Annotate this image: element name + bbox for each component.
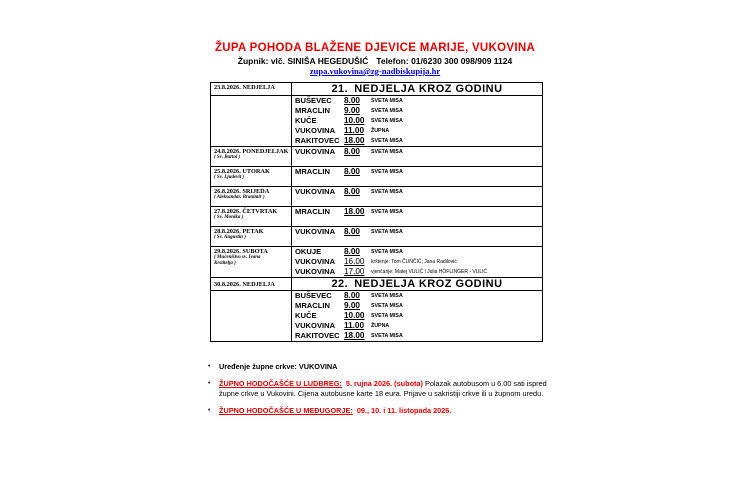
mass-place: MRACLIN xyxy=(295,167,331,176)
mass-time: 8.00 xyxy=(344,291,360,300)
empty-date-cell xyxy=(211,96,292,147)
mass-note: SVETA MISA xyxy=(371,229,403,235)
mass-place: MRACLIN xyxy=(295,301,331,310)
mass-note: SVETA MISA xyxy=(371,108,403,114)
mass-note: SVETA MISA xyxy=(371,293,403,299)
bullet-icon: • xyxy=(208,407,211,414)
mass-note: vjenčanje: Matej VULIĆ i Julia HÖFLINGER - VULIĆ xyxy=(371,269,488,275)
mass-list-cell xyxy=(292,247,543,278)
date-label: 29.8.2026. SUBOTA xyxy=(214,248,268,255)
mass-entry xyxy=(292,126,542,136)
mass-place: BUŠEVEC xyxy=(295,96,332,105)
saint-name: ( Sv. Monika ) xyxy=(214,215,244,220)
mass-time: 18.00 xyxy=(344,136,365,145)
mass-place: OKUJE xyxy=(295,247,322,256)
mass-list-cell xyxy=(292,207,543,227)
mass-time: 9.00 xyxy=(344,301,360,310)
parish-title: ŽUPA POHODA BLAŽENE DJEVICE MARIJE, VUKOVINA xyxy=(214,42,536,54)
mass-entry xyxy=(292,207,542,217)
mass-entry xyxy=(292,116,542,126)
mass-time: 8.00 xyxy=(344,96,360,105)
date-cell xyxy=(211,247,292,278)
mass-list-cell xyxy=(292,147,543,167)
table-row xyxy=(211,167,543,187)
mass-time: 8.00 xyxy=(344,227,360,236)
mass-note: SVETA MISA xyxy=(371,333,403,339)
mass-entry xyxy=(292,301,542,311)
bullet-icon: • xyxy=(208,380,211,387)
mass-time: 8.00 xyxy=(344,187,360,196)
mass-list-cell xyxy=(292,187,543,207)
mass-time: 18.00 xyxy=(344,207,365,216)
date-cell xyxy=(211,147,292,167)
mass-time: 8.00 xyxy=(344,147,360,156)
sunday-title: NEDJELJA KROZ GODINU xyxy=(354,83,503,95)
mass-entry xyxy=(292,106,542,116)
table-row xyxy=(211,147,543,167)
pilgrimage-ludbreg-date: 5. rujna 2026. (subota) xyxy=(345,379,423,388)
list-item xyxy=(206,379,551,399)
pilgrimage-ludbreg-title: ŽUPNO HODOČAŠĆE U LUDBREG: xyxy=(219,379,342,388)
bullet-icon: • xyxy=(208,363,211,370)
table-row xyxy=(211,291,543,342)
mass-place: KUČE xyxy=(295,116,317,125)
mass-place: VUKOVINA xyxy=(295,187,336,196)
mass-place: MRACLIN xyxy=(295,106,331,115)
table-row xyxy=(211,207,543,227)
mass-time: 10.00 xyxy=(344,311,365,320)
mass-entry xyxy=(292,167,542,177)
date-label: 25.8.2026. UTORAK xyxy=(214,168,270,175)
mass-entry xyxy=(292,247,542,257)
mass-place: VUKOVINA xyxy=(295,257,336,266)
mass-time: 8.00 xyxy=(344,247,360,256)
pastor-line xyxy=(0,56,750,66)
mass-note: SVETA MISA xyxy=(371,98,403,104)
table-row xyxy=(211,83,543,96)
saint-name: ( Sv. Augustin ) xyxy=(214,235,246,240)
date-label: 27.8.2026. ČETVRTAK xyxy=(214,208,278,215)
saint-name: ( Aleksandar, Branimir ) xyxy=(214,195,265,200)
list-item xyxy=(206,362,551,372)
table-row xyxy=(211,278,543,291)
mass-note: SVETA MISA xyxy=(371,313,403,319)
mass-list-cell xyxy=(292,227,543,247)
saint-name-cont: Krstitelja ) xyxy=(214,261,236,266)
date-label: 24.8.2026. PONEDJELJAK xyxy=(214,148,289,155)
mass-note: SVETA MISA xyxy=(371,303,403,309)
mass-place: VUKOVINA xyxy=(295,147,336,156)
mass-time: 11.00 xyxy=(344,321,365,330)
mass-time: 10.00 xyxy=(344,116,365,125)
mass-note: SVETA MISA xyxy=(371,169,403,175)
date-cell xyxy=(211,83,292,96)
sunday-heading-cell xyxy=(292,278,543,291)
pastor-name: Župnik: vlč. SINIŠA HEGEDUŠIĆ xyxy=(237,56,369,66)
mass-note: SVETA MISA xyxy=(371,249,403,255)
mass-time: 9.00 xyxy=(344,106,360,115)
sunday-number: 21. xyxy=(331,83,349,95)
mass-note: SVETA MISA xyxy=(371,118,403,124)
phone-numbers: Telefon: 01/6230 300 098/909 1124 xyxy=(376,56,513,66)
mass-place: BUŠEVEC xyxy=(295,291,332,300)
mass-entry xyxy=(292,187,542,197)
table-row xyxy=(211,187,543,207)
date-cell xyxy=(211,227,292,247)
date-cell xyxy=(211,207,292,227)
sunday-heading-cell xyxy=(292,83,543,96)
date-cell xyxy=(211,187,292,207)
mass-time: 17.00 xyxy=(344,267,365,276)
date-label: 26.8.2026. SRIJEDA xyxy=(214,188,270,195)
mass-note: SVETA MISA xyxy=(371,149,403,155)
sunday-title: NEDJELJA KROZ GODINU xyxy=(354,278,503,290)
mass-place: VUKOVINA xyxy=(295,267,336,276)
mass-place: MRACLIN xyxy=(295,207,331,216)
mass-time: 16.00 xyxy=(344,257,365,266)
table-row xyxy=(211,247,543,278)
pilgrimage-medjugorje-title: ŽUPNO HODOČAŠĆE U MEĐUGORJE: xyxy=(219,406,353,415)
mass-note: ŽUPNA xyxy=(371,323,390,329)
mass-time: 8.00 xyxy=(344,167,360,176)
date-label: 30.8.2026. NEDJELJA xyxy=(214,281,275,288)
mass-place: VUKOVINA xyxy=(295,321,336,330)
saint-name: ( Sv. Bartol ) xyxy=(214,155,241,160)
mass-entry xyxy=(292,147,542,157)
mass-note: krštenje: Tom ČUNČIĆ; Jana Radilović xyxy=(371,259,457,265)
date-label: 23.8.2026. NEDJELJA xyxy=(214,84,275,91)
saint-name: ( Mučeništvo sv. Ivana xyxy=(214,255,261,260)
date-label: 28.8.2026. PETAK xyxy=(214,228,264,235)
mass-entry xyxy=(292,227,542,237)
mass-place: RAKITOVEC xyxy=(295,331,340,340)
mass-entry xyxy=(292,331,542,341)
mass-place: RAKITOVEC xyxy=(295,136,340,145)
date-cell xyxy=(211,167,292,187)
table-row xyxy=(211,227,543,247)
mass-time: 18.00 xyxy=(344,331,365,340)
mass-note: SVETA MISA xyxy=(371,209,403,215)
sunday-heading xyxy=(292,278,542,290)
mass-place: VUKOVINA xyxy=(295,227,336,236)
mass-list-cell xyxy=(292,167,543,187)
saint-name: ( Sv. Ljudevit ) xyxy=(214,175,245,180)
list-item xyxy=(206,406,551,416)
mass-place: VUKOVINA xyxy=(295,126,336,135)
mass-entry xyxy=(292,257,542,267)
date-cell xyxy=(211,278,292,291)
announcements-list xyxy=(206,362,551,423)
mass-place: KUČE xyxy=(295,311,317,320)
empty-date-cell xyxy=(211,291,292,342)
mass-entry xyxy=(292,311,542,321)
mass-note: SVETA MISA xyxy=(371,138,403,144)
pilgrimage-ludbreg-text: Polazak autobusom u 6.00 sati ispred župne crkve u Vukovini. Cijena autobusne karte 18 eura. Prijave u sakristiji crkve ili u župnom uredu. xyxy=(219,379,547,398)
mass-list-cell xyxy=(292,96,543,147)
sunday-heading xyxy=(292,83,542,95)
email-link[interactable]: zupa.vukovina@zg-nadbiskupija.hr xyxy=(309,66,441,76)
pilgrimage-medjugorje-date: 09., 10. i 11. listopada 2026. xyxy=(356,406,452,415)
mass-schedule-table xyxy=(210,82,543,342)
mass-list-cell xyxy=(292,291,543,342)
mass-time: 11.00 xyxy=(344,126,365,135)
mass-entry xyxy=(292,291,542,301)
mass-entry xyxy=(292,267,542,277)
table-row xyxy=(211,96,543,147)
mass-note: SVETA MISA xyxy=(371,189,403,195)
church-cleaning-note: Uređenje župne crkve: VUKOVINA xyxy=(219,362,338,371)
mass-entry xyxy=(292,321,542,331)
mass-note: ŽUPNA xyxy=(371,128,390,134)
mass-entry xyxy=(292,96,542,106)
mass-entry xyxy=(292,136,542,146)
sunday-number: 22. xyxy=(331,278,349,290)
